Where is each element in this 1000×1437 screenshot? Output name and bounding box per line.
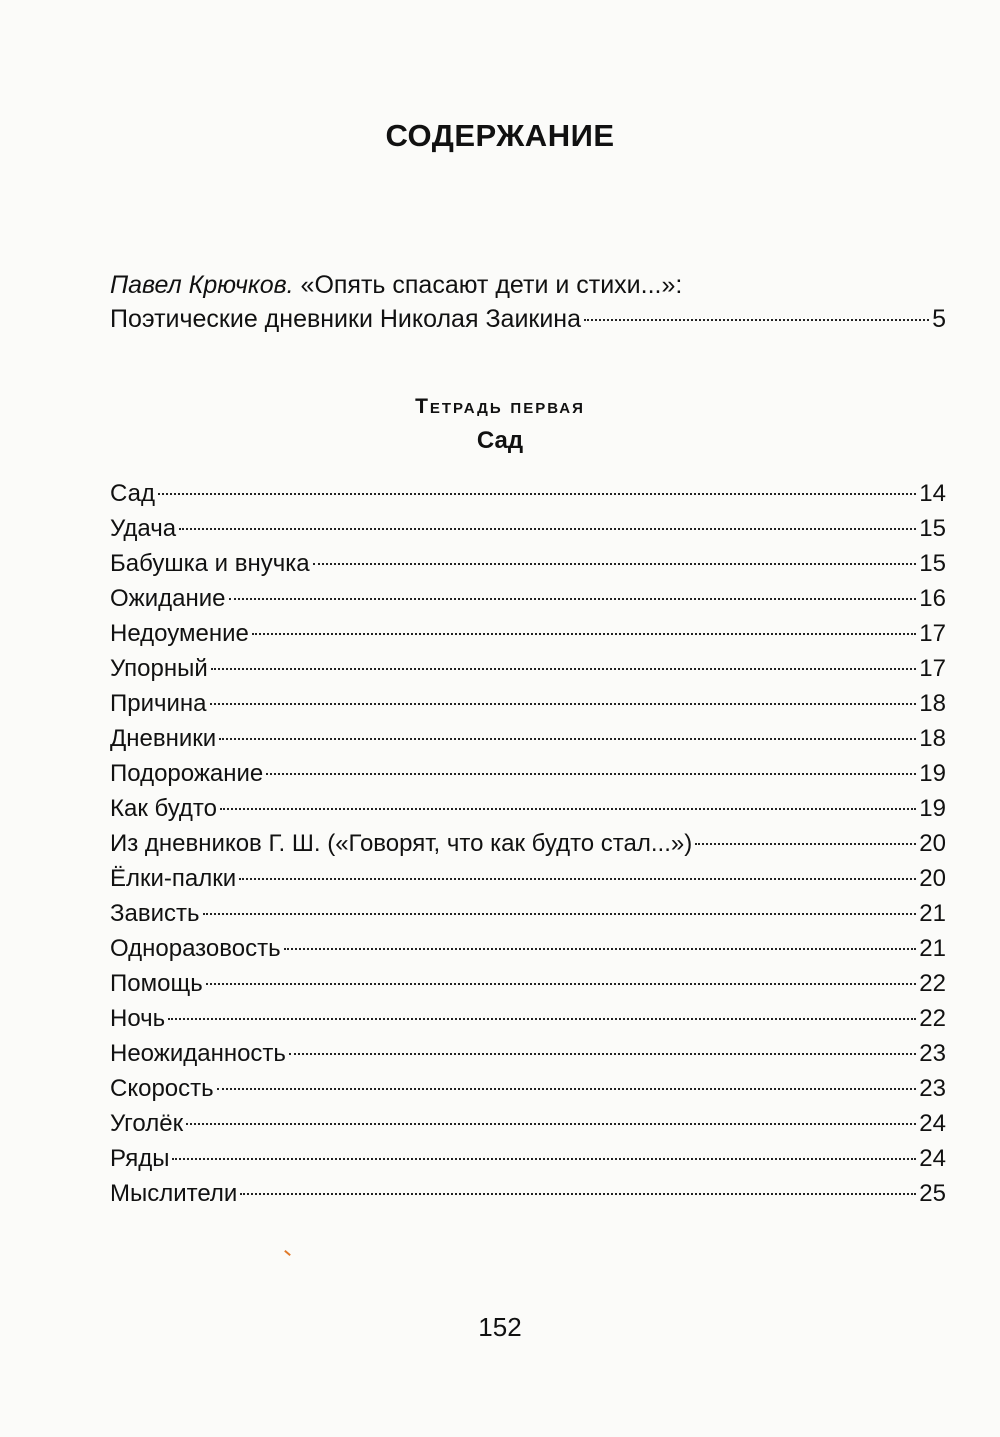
dot-leader [203,913,917,915]
toc-row [110,1036,946,1071]
toc-entry-page: 23 [919,1040,946,1067]
dot-leader [239,878,916,880]
toc-entry-title: Мыслители [110,1180,238,1207]
toc-row [110,616,946,651]
ink-mark [284,1250,291,1256]
dot-leader [584,319,929,321]
toc-entry-title: Ожидание [110,585,226,612]
toc-row [110,756,946,791]
toc-entry-page: 24 [919,1145,946,1172]
toc-entry-title: Зависть [110,900,200,927]
toc-row [110,721,946,756]
toc-entry-page: 16 [919,585,946,612]
toc-entry-page: 23 [919,1075,946,1102]
toc-entry-title: Скорость [110,1075,214,1102]
dot-leader [210,703,917,705]
dot-leader [211,668,917,670]
toc-entry-title: Ночь [110,1005,166,1032]
toc-row [110,1106,946,1141]
toc-entry-title: Из дневников Г. Ш. («Говорят, что как будто стал...») [110,830,693,857]
toc-entry-title: Причина [110,690,207,717]
dot-leader [240,1193,916,1195]
page-number: 152 [478,1312,522,1342]
toc-entry-page: 17 [919,655,946,682]
intro-quote: «Опять спасают дети и стихи...»: [293,271,683,299]
toc-entry-title: Подорожание [110,760,264,787]
toc-row [110,826,946,861]
dot-leader [217,1088,917,1090]
toc-entry-title: Неожиданность [110,1040,286,1067]
toc-entry-title: Бабушка и внучка [110,550,310,577]
toc-entry-title: Ряды [110,1145,170,1172]
toc-row [110,861,946,896]
dot-leader [695,843,916,845]
toc-entry-page: 25 [919,1180,946,1207]
dot-leader [158,493,916,495]
toc-row [110,651,946,686]
toc-entry-page: 19 [919,795,946,822]
toc-entry-page: 17 [919,620,946,647]
toc-entry-title: Ёлки-палки [110,865,237,892]
toc-row [110,511,946,546]
dot-leader [313,563,917,565]
toc-row [110,581,946,616]
toc-entry-page: 20 [919,865,946,892]
toc-row [110,931,946,966]
dot-leader [252,633,916,635]
toc-row [110,1071,946,1106]
toc-entry-page: 15 [919,550,946,577]
dot-leader [220,808,916,810]
toc-entry-title: Удача [110,515,177,542]
intro-entry [110,268,946,336]
toc-entry-title: Сад [110,480,155,507]
dot-leader [168,1018,916,1020]
toc-entry-title: Уголёк [110,1110,184,1137]
dot-leader [219,738,916,740]
toc-row [110,896,946,931]
toc-entry-title: Помощь [110,970,203,997]
toc-entry-page: 14 [919,480,946,507]
toc-entry-page: 19 [919,760,946,787]
toc-row [110,476,946,511]
toc-entry-page: 21 [919,935,946,962]
toc-row [110,546,946,581]
dot-leader [284,948,917,950]
section-subtitle: Сад [476,427,524,454]
toc-entry-title: Как будто [110,795,217,822]
dot-leader [289,1053,916,1055]
toc-row [110,1141,946,1176]
toc-entry-page: 15 [919,515,946,542]
dot-leader [229,598,917,600]
toc-row [110,1176,946,1211]
dot-leader [179,528,916,530]
toc-entry-page: 22 [919,1005,946,1032]
intro-subtitle: Поэтические дневники Николая Заикина [110,305,582,333]
page-title: СОДЕРЖАНИЕ [385,118,615,153]
section-name: Тетрадь первая [415,395,585,418]
toc-entry-page: 24 [919,1110,946,1137]
dot-leader [266,773,916,775]
intro-page-number: 5 [932,305,946,333]
toc-entry-page: 20 [919,830,946,857]
intro-author: Павел Крючков. [110,271,294,299]
intro-heading [110,268,946,302]
toc-row [110,791,946,826]
toc-row [110,966,946,1001]
dot-leader [172,1158,916,1160]
toc-entry-title: Недоумение [110,620,249,647]
toc-entry-title: Одноразовость [110,935,281,962]
toc-row [110,1001,946,1036]
toc-entry-title: Дневники [110,725,217,752]
toc-entry-page: 21 [919,900,946,927]
intro-row [110,302,946,336]
toc-row [110,686,946,721]
toc-list [110,476,946,1211]
toc-entry-title: Упорный [110,655,208,682]
toc-entry-page: 22 [919,970,946,997]
section-heading [0,392,1000,458]
toc-entry-page: 18 [919,690,946,717]
toc-entry-page: 18 [919,725,946,752]
dot-leader [186,1123,916,1125]
dot-leader [206,983,917,985]
